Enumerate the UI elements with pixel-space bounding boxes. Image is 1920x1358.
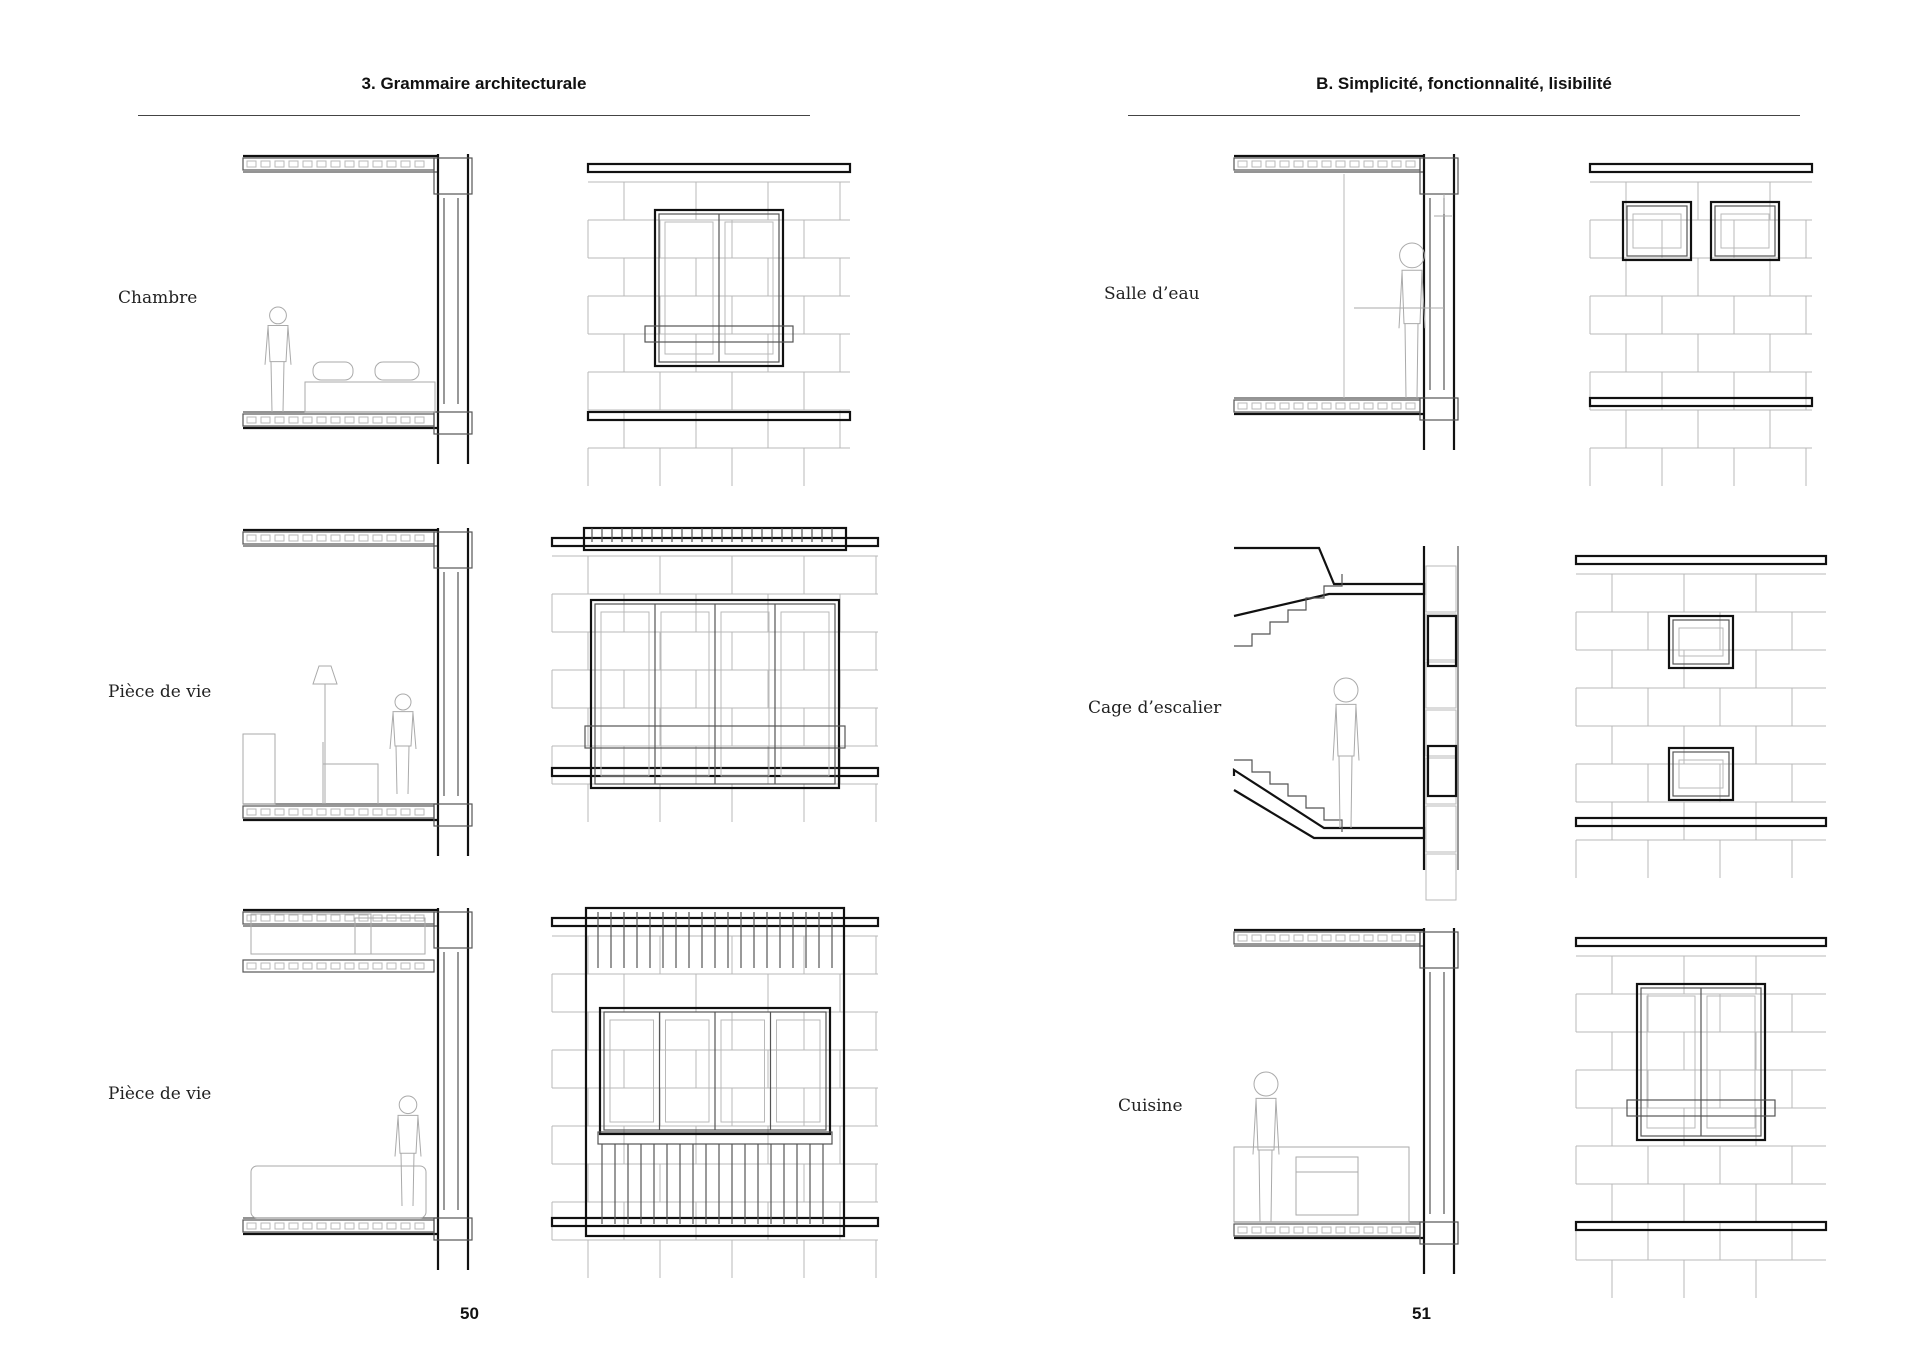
cuisine-elevation [1576,928,1826,1274]
cage-d-escalier-section [1234,546,1499,870]
row-label-piece-de-vie-1: Pièce de vie [108,682,212,702]
salle-d-eau-section [1234,154,1499,450]
row-label-salle-d-eau: Salle d’eau [1104,284,1200,304]
cage-d-escalier-elevation [1576,546,1826,870]
piece-de-vie-2-section [243,908,513,1270]
header-rule [138,115,810,116]
row-label-cuisine: Cuisine [1118,1096,1183,1116]
row-label-cage-d-escalier: Cage d’escalier [1088,698,1222,718]
header-rule [1128,115,1800,116]
chambre-section [243,154,513,464]
right-page-number: 51 [1412,1304,1431,1323]
piece-de-vie-1-elevation [552,528,878,820]
piece-de-vie-2-elevation [552,908,878,1270]
left-page-header: 3. Grammaire architecturale [361,74,587,93]
cuisine-section [1234,928,1499,1274]
right-page [960,0,1920,1358]
right-page-header: B. Simplicité, fonctionnalité, lisibilité [1316,74,1612,93]
left-page-number: 50 [460,1304,479,1323]
chambre-elevation [588,154,850,464]
salle-d-eau-elevation [1590,154,1812,450]
row-label-chambre: Chambre [118,288,198,308]
piece-de-vie-1-section [243,528,513,856]
row-label-piece-de-vie-2: Pièce de vie [108,1084,212,1104]
